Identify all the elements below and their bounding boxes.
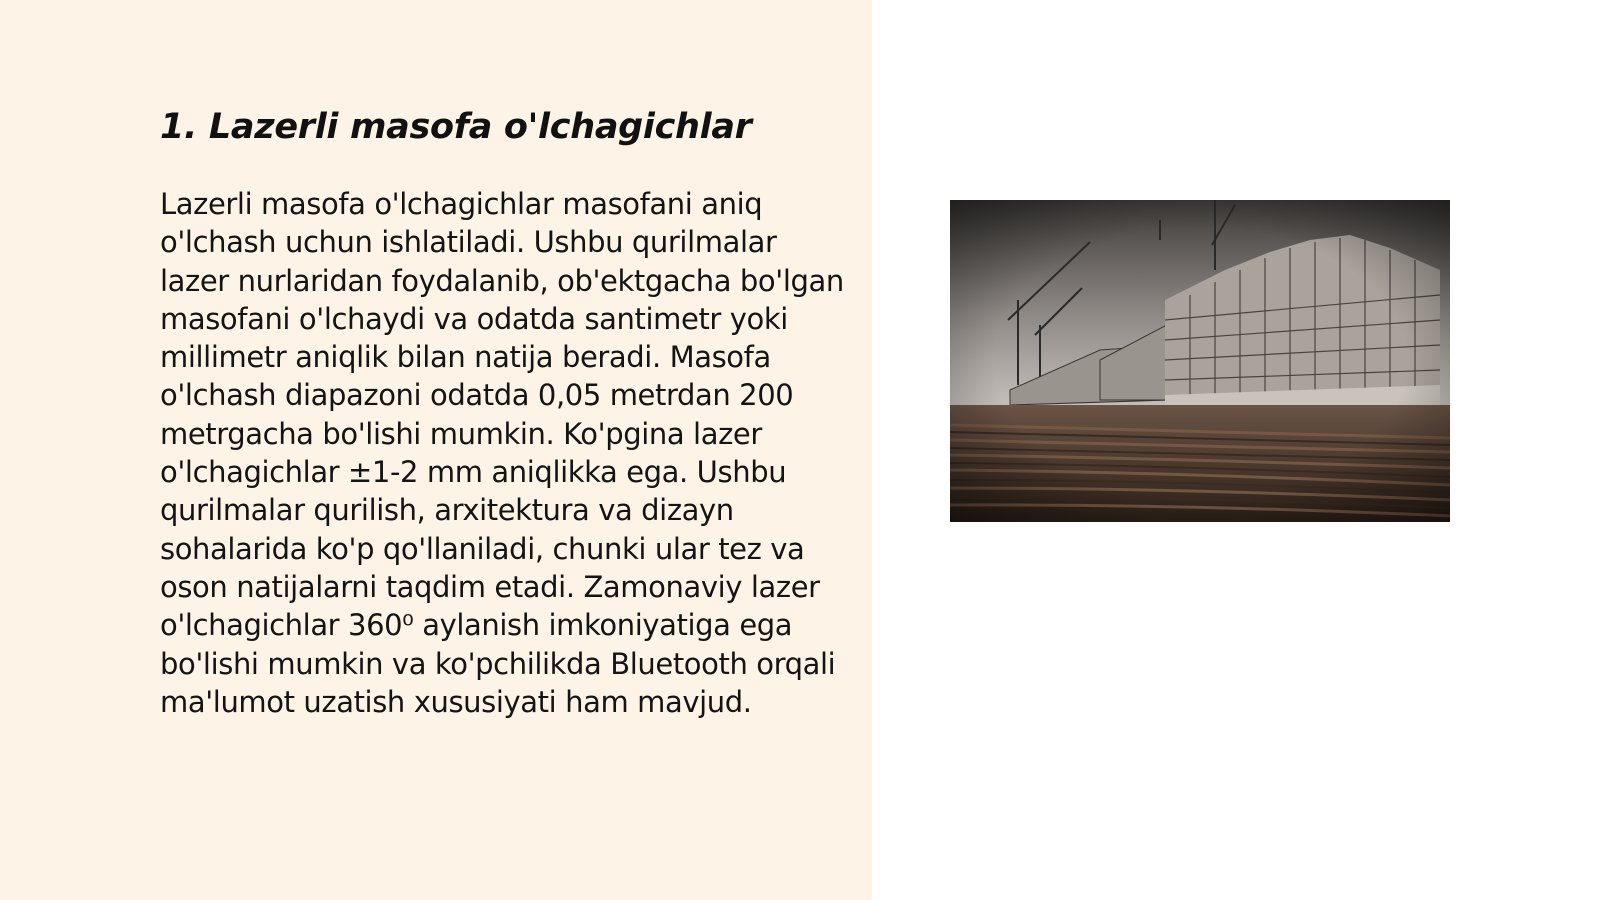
- slide-title: 1. Lazerli masofa o'lchagichlar: [160, 107, 752, 147]
- construction-illustration: [950, 200, 1450, 522]
- construction-site-photo: [950, 200, 1450, 522]
- slide-body-text: Lazerli masofa o'lchagichlar masofani aniq o'lchash uchun ishlatiladi. Ushbu qurilmalar lazer nurlaridan foydalanib, ob'ektgacha bo'lgan masofani o'lchaydi va odatda santimetr yoki millimetr aniqlik bilan natija beradi. Masofa o'lchash diapazoni odatda 0,05 metrdan 200 metrgacha bo'lishi mumkin. Ko'pgina lazer o'lchagichlar ±1-2 mm aniqlikka ega. Ushbu qurilmalar qurilish, arxitektura va dizayn sohalarida ko'p qo'llaniladi, chunki ular tez va oson natijalarni taqdim etadi. Zamonaviy lazer o'lchagichlar 360⁰ aylanish imkoniyatiga ega bo'lishi mumkin va ko'pchilikda Bluetooth orqali ma'lumot uzatish xususiyati ham mavjud.: [160, 187, 844, 719]
